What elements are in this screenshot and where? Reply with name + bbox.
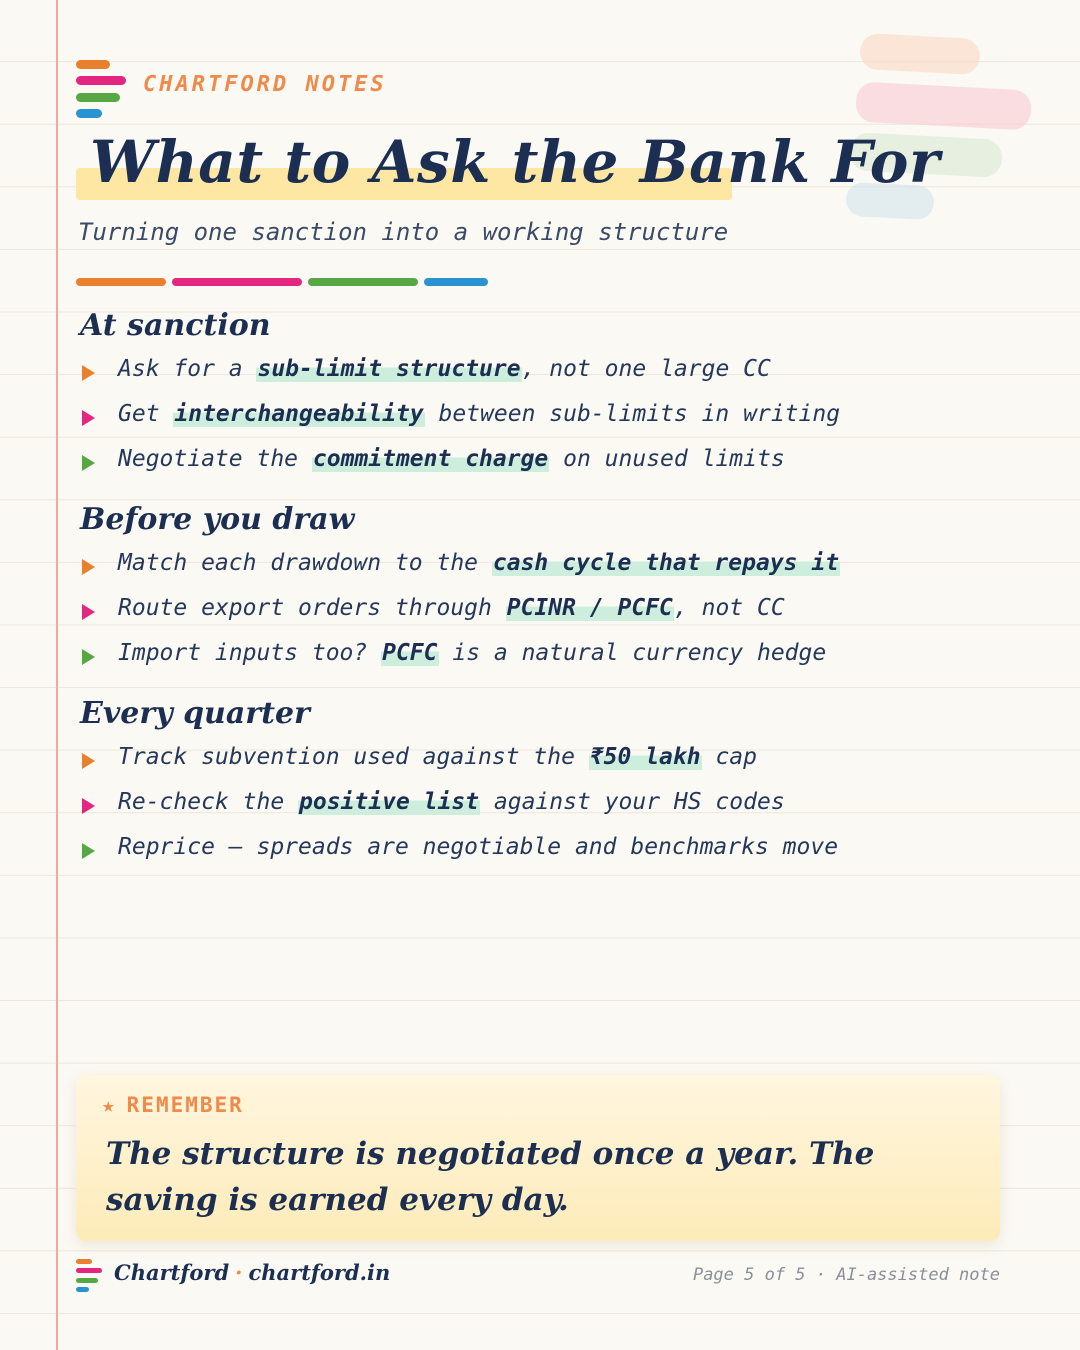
section-before-you-draw: [80, 502, 840, 679]
bullet-triangle-icon: [82, 455, 95, 471]
footer-brand-name: Chartford: [114, 1260, 230, 1285]
title-block: [76, 128, 940, 196]
bullet-triangle-icon: [82, 753, 95, 769]
notebook-margin-line: [56, 0, 58, 1350]
page-title: What to Ask the Bank For: [90, 128, 941, 196]
list-item: Track subvention used against the ₹50 lakh cap: [80, 738, 838, 783]
remember-callout: [76, 1075, 1000, 1241]
section-heading: Every quarter: [80, 696, 310, 731]
list-item: Route export orders through PCINR / PCFC, not CC: [80, 589, 840, 634]
list-item: Match each drawdown to the cash cycle that repays it: [80, 544, 840, 589]
remember-text: The structure is negotiated once a year. The saving is earned every day.: [106, 1136, 875, 1218]
bullet-triangle-icon: [82, 365, 95, 381]
page-subtitle: Turning one sanction into a working structure: [78, 218, 729, 246]
list-item: Get interchangeability between sub-limits in writing: [80, 395, 840, 440]
footer-site-link[interactable]: chartford.in: [248, 1260, 391, 1285]
decorative-stripe: [859, 33, 981, 75]
remember-label: REMEMBER: [126, 1093, 244, 1117]
section-at-sanction: [80, 308, 840, 485]
list-item: Re-check the positive list against your HS codes: [80, 783, 838, 828]
section-heading: At sanction: [80, 308, 271, 343]
list-item: Negotiate the commitment charge on unused limits: [80, 440, 840, 485]
bullet-triangle-icon: [82, 559, 95, 575]
section-heading: Before you draw: [80, 502, 355, 537]
bullet-triangle-icon: [82, 798, 95, 814]
page-indicator: Page 5 of 5 · AI-assisted note: [692, 1265, 1000, 1285]
footer-logo-icon: [76, 1259, 104, 1295]
bullet-triangle-icon: [82, 604, 95, 620]
list-item: Import inputs too? PCFC is a natural currency hedge: [80, 634, 840, 679]
footer-brand: [114, 1260, 390, 1285]
brand-name: CHARTFORD NOTES: [143, 72, 387, 97]
list-item: Ask for a sub-limit structure, not one large CC: [80, 350, 840, 395]
decorative-stripe: [855, 81, 1032, 130]
bullet-triangle-icon: [82, 410, 95, 426]
section-every-quarter: [80, 696, 838, 873]
footer-separator: ·: [235, 1260, 243, 1285]
bullet-triangle-icon: [82, 649, 95, 665]
bullet-triangle-icon: [82, 843, 95, 859]
brand-logo-icon: [76, 60, 128, 120]
star-icon: ★: [102, 1093, 117, 1117]
list-item: Reprice — spreads are negotiable and benchmarks move: [80, 828, 838, 873]
